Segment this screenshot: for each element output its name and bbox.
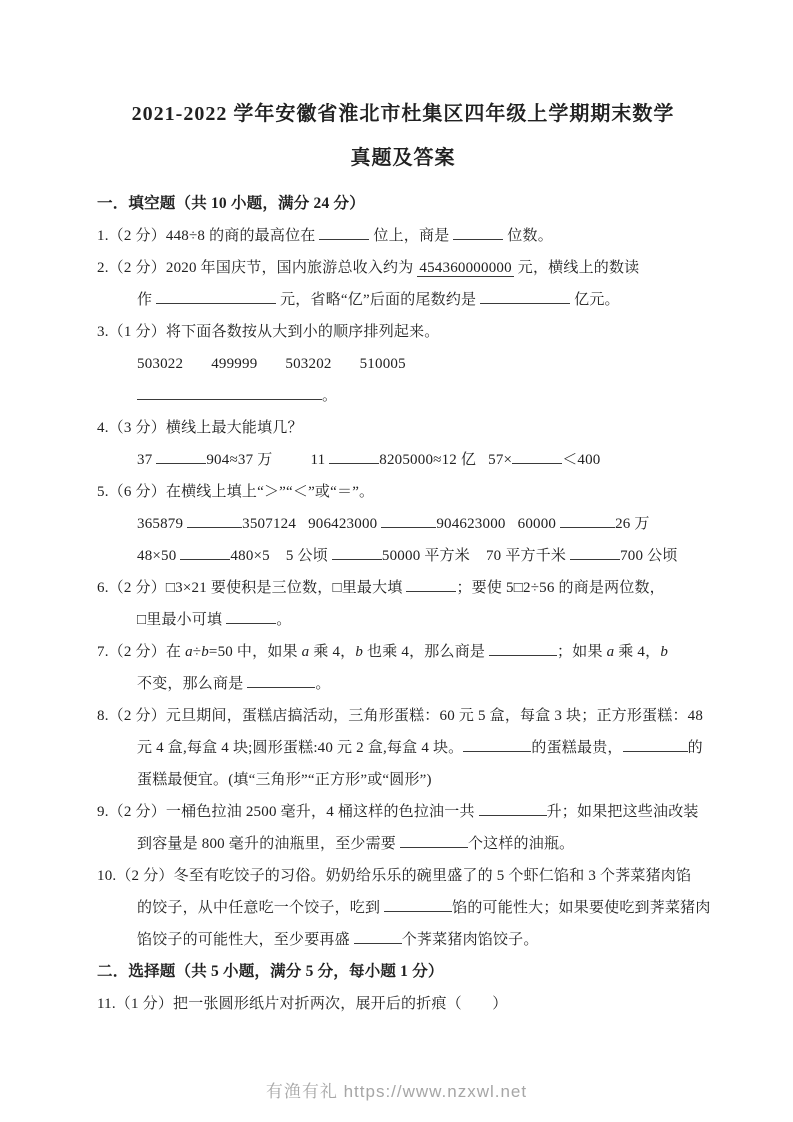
text-segment: 。 (315, 676, 331, 692)
question-6-line-2 (97, 604, 709, 636)
answer-blank (137, 386, 322, 400)
text-segment: 元，横线上的数读 (513, 260, 640, 276)
question-2-line-1 (97, 252, 709, 284)
text-segment: 480×5 (230, 548, 270, 564)
text-segment: 26 万 (615, 516, 650, 532)
page-title-line-2: 真题及答案 (350, 147, 456, 169)
footer-text: 有渔有礼 https://www.nzxwl.net (265, 1082, 528, 1101)
text-segment: 503022 (137, 356, 184, 372)
text-segment: 个这样的油瓶。 (467, 836, 575, 852)
text-segment: 904≈37 万 (206, 452, 273, 468)
spacer (183, 367, 211, 368)
text-segment: 2.（2 分）2020 年国庆节，国内旅游总收入约为 (97, 260, 418, 276)
spacer (296, 527, 308, 528)
question-4-line-2 (97, 444, 709, 476)
text-segment: ；要使 5□2÷56 的商是两位数， (456, 580, 665, 596)
text-segment: 60000 (517, 516, 561, 532)
text-segment: 升；如果把这些油改装 (546, 804, 699, 820)
text-segment: 904623000 (436, 516, 506, 532)
text-segment: 6.（2 分）□3×21 要使积是三位数，□里最大填 (97, 580, 407, 596)
text-segment: 8205000≈12 亿 (379, 452, 477, 468)
spacer (257, 367, 285, 368)
question-7-line-1 (97, 636, 709, 668)
answer-blank (156, 290, 276, 304)
text-segment: =50 中，如果 (208, 644, 302, 660)
text-segment: 1.（2 分）448÷8 的商的最高位在 (97, 228, 320, 244)
text-segment: 50000 平方米 (381, 548, 470, 564)
text-segment: b (660, 644, 669, 660)
text-segment: □里最小可填 (137, 612, 227, 628)
answer-blank (332, 546, 382, 560)
text-segment: a (606, 644, 615, 660)
text-segment: 503202 (285, 356, 332, 372)
section-2-heading (97, 956, 709, 988)
text-segment: 一．填空题（共 10 小题，满分 24 分） (97, 195, 365, 212)
question-7-line-2 (97, 668, 709, 700)
answer-blank (354, 930, 402, 944)
text-segment: 57× (488, 452, 513, 468)
text-segment: 9.（2 分）一桶色拉油 2500 毫升，4 桶这样的色拉油一共 (97, 804, 479, 820)
text-segment: 906423000 (308, 516, 382, 532)
answer-blank (400, 834, 468, 848)
text-segment: 365879 (137, 516, 188, 532)
document-lines (97, 188, 709, 1020)
text-segment: 8.（2 分）元旦期间，蛋糕店搞活动，三角形蛋糕：60 元 5 盒，每盒 3 块；正方形蛋糕：48 (97, 708, 704, 724)
question-1 (97, 220, 709, 252)
spacer (506, 527, 518, 528)
question-5-line-3 (97, 540, 709, 572)
answer-blank (479, 802, 547, 816)
question-3-line-3 (97, 380, 709, 412)
text-segment: 作 (137, 292, 157, 308)
answer-blank (453, 226, 503, 240)
text-segment: b (201, 644, 209, 660)
text-segment: 位上，商是 (369, 228, 454, 244)
question-6-line-1 (97, 572, 709, 604)
text-segment: ÷ (192, 644, 202, 660)
answer-blank (319, 226, 369, 240)
text-segment: 二．选择题（共 5 小题，满分 5 分，每小题 1 分） (97, 963, 444, 980)
text-segment: a (301, 644, 310, 660)
text-segment: 蛋糕最便宜。(填“三角形”“正方形”或“圆形”) (137, 772, 432, 788)
text-segment: b (355, 644, 364, 660)
text-segment: ；如果 (557, 644, 607, 660)
answer-blank (384, 898, 452, 912)
answer-blank (180, 546, 230, 560)
section-1-heading (97, 188, 709, 220)
answer-blank (226, 610, 276, 624)
question-10-line-3 (97, 924, 709, 956)
text-segment: 的蛋糕最贵， (531, 740, 623, 756)
text-segment: 5.（6 分）在横线上填上“＞”“＜”或“＝”。 (97, 484, 375, 500)
spacer (332, 367, 360, 368)
question-9-line-1 (97, 796, 709, 828)
question-2-line-2 (97, 284, 709, 316)
text-segment: 3507124 (242, 516, 297, 532)
text-segment: 4.（3 分）横线上最大能填几？ (97, 420, 303, 436)
text-segment: 11.（1 分）把一张圆形纸片对折两次，展开后的折痕（ ） (97, 996, 508, 1012)
answer-blank (480, 290, 570, 304)
spacer (270, 559, 286, 560)
text-segment: 乘 4， (614, 644, 661, 660)
text-segment: 的 (687, 740, 703, 756)
answer-blank (463, 738, 531, 752)
question-10-line-2 (97, 892, 709, 924)
text-segment: 10.（2 分）冬至有吃饺子的习俗。奶奶给乐乐的碗里盛了的 5 个虾仁馅和 3 个荠菜猪肉馅 (97, 868, 692, 884)
question-5-line-2 (97, 508, 709, 540)
answer-blank (512, 450, 562, 464)
text-segment: 37 (137, 452, 157, 468)
text-segment: 510005 (359, 356, 406, 372)
answer-blank (329, 450, 379, 464)
spacer (272, 463, 310, 464)
text-segment: 48×50 (137, 548, 181, 564)
page-content (97, 0, 709, 1020)
answer-blank (489, 642, 557, 656)
text-segment: 乘 4， (309, 644, 356, 660)
question-9-line-2 (97, 828, 709, 860)
question-5-line-1 (97, 476, 709, 508)
question-8-line-1 (97, 700, 709, 732)
question-4-line-1 (97, 412, 709, 444)
text-segment: 位数。 (503, 228, 553, 244)
answer-blank (406, 578, 456, 592)
text-segment: 70 平方千米 (485, 548, 571, 564)
answer-blank (156, 450, 206, 464)
spacer (470, 559, 486, 560)
text-segment: 5 公顷 (285, 548, 332, 564)
text-segment: ＜400 (562, 452, 601, 468)
question-3-line-1 (97, 316, 709, 348)
answer-blank (381, 514, 436, 528)
text-segment: 454360000000 (419, 260, 512, 276)
text-segment: 。 (276, 612, 292, 628)
text-segment: 700 公顷 (620, 548, 678, 564)
question-10-line-1 (97, 860, 709, 892)
text-segment: 不变，那么商是 (137, 676, 248, 692)
answer-blank (623, 738, 688, 752)
question-11 (97, 988, 709, 1020)
answer-blank (570, 546, 620, 560)
text-segment: 11 (310, 452, 330, 468)
text-segment: 3.（1 分）将下面各数按从大到小的顺序排列起来。 (97, 324, 440, 340)
text-segment: 个荠菜猪肉馅饺子。 (401, 932, 539, 948)
answer-blank (247, 674, 315, 688)
text-segment: 到容量是 800 毫升的油瓶里，至少需要 (137, 836, 400, 852)
question-8-line-2 (97, 732, 709, 764)
text-segment: 元 4 盒,每盒 4 块;圆形蛋糕:40 元 2 盒,每盒 4 块。 (137, 740, 464, 756)
text-segment: 。 (322, 388, 338, 404)
text-segment: 馅饺子的可能性大，至少要再盛 (137, 932, 354, 948)
text-segment: 亿元。 (570, 292, 620, 308)
text-segment: 499999 (211, 356, 258, 372)
text-segment: 也乘 4，那么商是 (363, 644, 490, 660)
text-segment: 的饺子，从中任意吃一个饺子，吃到 (137, 900, 385, 916)
page-title (97, 92, 709, 180)
text-segment: 元，省略“亿”后面的尾数约是 (276, 292, 481, 308)
page-title-line-1: 2021-2022 学年安徽省淮北市杜集区四年级上学期期末数学 (131, 103, 675, 125)
question-8-line-3 (97, 764, 709, 796)
text-segment: 馅的可能性大；如果要使吃到荠菜猪肉 (452, 900, 711, 916)
question-3-line-2 (97, 348, 709, 380)
text-segment: a (185, 644, 193, 660)
spacer (476, 463, 488, 464)
text-segment: 7.（2 分）在 (97, 644, 186, 660)
answer-blank (560, 514, 615, 528)
answer-blank (187, 514, 242, 528)
